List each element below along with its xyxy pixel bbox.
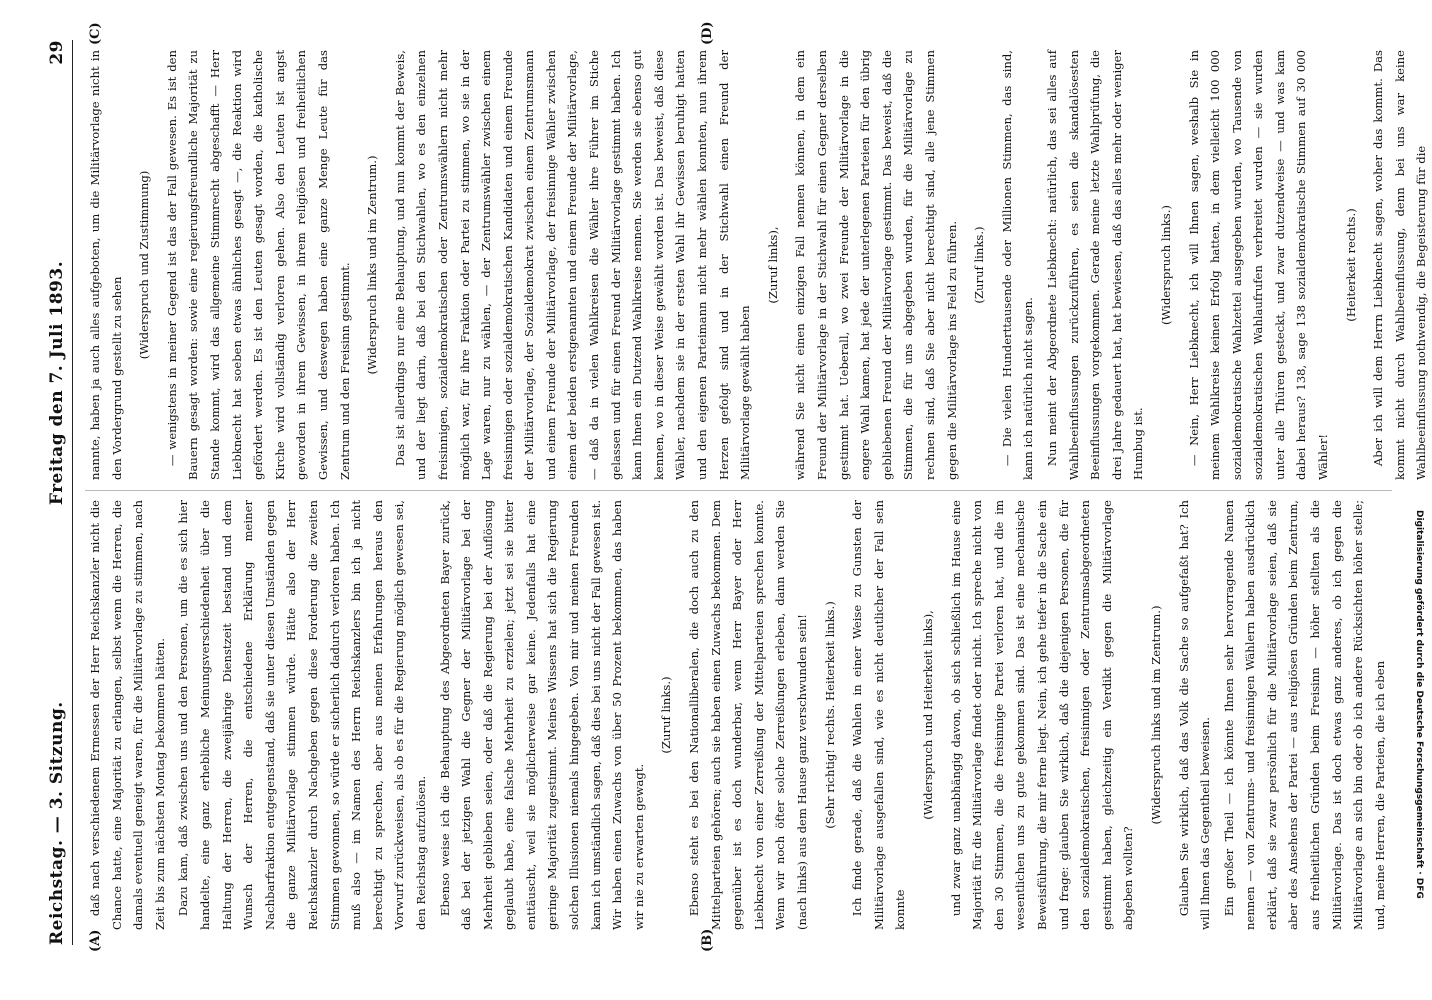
header-left: Reichstag. — 3. Sitzung. [47, 701, 67, 945]
paragraph: Das ist allerdings nur eine Behauptung, und nun kommt der Beweis, und der liegt darin, daß bei den Stichwahlen, wo es den einzelnen freisinnigen, sozialdemokratischen oder Zentrumswählern nicht mehr möglich war, für ihre Fraktion oder Partei zu stimmen, wo sie in der Lage waren, nur zu wählen, — der Zentrumswähler zwischen einem freisinnigen oder sozialdemokratischen Kandidaten und einem Freunde der Militärvorlage, der Sozialdemokrat zwischen einem Zentrumsmann und einem Freunde der Militärvorlage, der freisinnige Wähler zwischen einem der beiden erstgenannten und einem Freunde der Militärvorlage, — daß da in vielen Wahlkreisen die Wähler ihre Führer im Stiche gelassen und für einen Freund der Militärvorlage gestimmt haben. Ich kann Ihnen ein Dutzend Wahlkreise nennen. Sie werden sie ebenso gut kennen, wo in dieser Weise gewählt worden ist. Das beweist, daß diese Wähler, nachdem sie in der ersten Wahl ihr Gewissen beruhigt hatten und den eigenen Parteimann nicht mehr wählen konnten, nun ihrem Herzen gefolgt sind und in der Stichwahl einen Freund der Militärvorlage gewählt haben [392, 50, 753, 480]
marker-b: (B) [700, 928, 715, 952]
paragraph: daß nach verschiedenem Ermessen der Herr Reichskanzler nicht die Chance hatte, eine Majorität zu erlangen, selbst wenn die Herren, die damals eventuell geneigt waren, für die Militärvorlage zu stimmen, nach Zeit bis zum nächsten Montag bekommen hätten. [88, 500, 167, 930]
paragraph: nannte, haben ja auch alles aufgeboten, um die Militärvorlage nicht in den Vordergrund gestellt zu sehen [88, 50, 124, 480]
header-right: Freitag den 7. Juli 1893. [47, 260, 67, 506]
interjection: (Widerspruch und Zustimmung) [137, 170, 152, 360]
right-column [85, 50, 1429, 480]
interjection: (Zuruf links), [765, 226, 780, 304]
column-divider [85, 490, 1392, 491]
paragraph: Ich finde gerade, daß die Wahlen in einer Weise zu Gunsten der Militärvorlage ausgefallen sind, wie es nicht deutlicher der Fall sein konnte [850, 500, 908, 930]
interjection: (Zuruf links.) [972, 226, 987, 304]
interjection: (Widerspruch und Heiterkeit links), [920, 610, 935, 820]
funding-note [1412, 510, 1426, 950]
page-number: 29 [47, 40, 67, 65]
funding-note-text: Digitalisierung gefördert durch die Deutsche Forschungsgemeinschaft · DFG [1414, 510, 1424, 899]
interjection: (Widerspruch links.) [1158, 205, 1173, 325]
interjection: (Zuruf links.) [659, 676, 674, 754]
interjection: (Sehr richtig! rechts. Heiterkeit links.) [822, 601, 837, 829]
paragraph: — wenigstens in meiner Gegend ist das der Fall gewesen. Es ist den Bauern gesagt worden: sowie eine regierungsfreundliche Majorität zu Stande kommt, wird das allgemeine Stimmrecht abgeschafft — Herr Liebknecht hat soeben etwas ähnliches gesagt —, die Reaktion wird gefördert werden. Es ist den Leuten gesagt worden, die katholische Kirche wird vollständig verloren gehen. Also den Leuten ist angst geworden in ihrem Gewissen, in ihrem religiösen und freiheitlichen Gewissen, und deswegen haben eine ganze Menge Leute für das Zentrum und den Freisinn gestimmt. [164, 50, 352, 480]
paragraph: Ein großer Theil — ich könnte Ihnen sehr hervorragende Namen nennen — von Zentrums- und freisinnigen Wählern haben ausdrücklich erklärt, daß sie zwar persönlich für die Militärvorlage seien, daß sie aber des Ansehens der Partei — aus religiösen Gründen beim Zentrum, aus freiheitlichen Gründen beim Freisinn — höher stellten als die Militärvorlage. Das ist doch etwas ganz anderes, ob ich gegen die Militärvorlage an sich bin oder ob ich andere Rücksichten höher stelle; und, meine Herren, die Parteien, die ich eben [1221, 500, 1387, 930]
paragraph: Nun meint der Abgeordnete Liebknecht: natürlich, das sei alles auf Wahlbeeinflussungen zurückzuführen, es seien die skandalösesten Beeinflussungen vorgekommen. Gerade meine letzte Wahlprüfung, die drei Jahre gedauert hat, hat bewiesen, daß das alles mehr oder weniger Humbug ist. [1044, 50, 1146, 480]
paragraph: und zwar ganz unabhängig davon, ob sich schließlich im Hause eine Majorität für die Militärvorlage findet oder nicht. Ich spreche nicht von den 30 Stimmen, die die freisinnige Partei verloren hat, und die im wesentlichen uns zu gute gekommen sind. Das ist eine mechanische Beweisführung, die mir ferne liegt. Nein, ich gehe tiefer in die Sache ein und frage: glauben Sie wirklich, daß die diejenigen Personen, die für den sozialdemokratischen, freisinnigen oder Zentrumsabgeordneten gestimmt haben, gleichzeitig ein Verdikt gegen die Militärvorlage abgeben wollten? [948, 500, 1136, 930]
marker-d: (D) [700, 21, 715, 45]
paragraph: Glauben Sie wirklich, daß das Volk die Sache so aufgefaßt hat? Ich will Ihnen das Gegentheil beweisen. [1176, 500, 1213, 930]
paragraph: — Nein, Herr Liebknecht, ich will Ihnen sagen, weshalb Sie in meinem Wahlkreise keinen Erfolg hatten, in dem vielleicht 100 000 sozialdemokratische Wahlzettel ausgegeben wurden, wo Tausende von sozialdemokratischen Wahlaufrufen verbreitet wurden — sie wurden unter alle Thüren gesteckt, und zwar dutzendweise — und was kam dabei heraus? 138, sage 138 sozialdemokratische Stimmen auf 30 000 Wähler! [1186, 50, 1331, 480]
paragraph: — Die vielen Hunderttausende oder Millionen Stimmen, das sind, kann ich natürlich nicht sagen. [999, 50, 1036, 480]
paragraph: Dazu kam, daß zwischen uns und den Personen, um die es sich hier handelte, eine ganz erhebliche Meinungsverschiedenheit über die Haltung der Herren, die zweijährige Dienstzeit bestand und dem Wunsch der Herren, die entschiedene Erklärung meiner Nachbarfraktion entgegenstand, daß sie unter diesen Umständen gegen die ganze Militärvorlage stimmen würde. Hätte also der Herr Reichskanzler durch Nachgeben gegen diese Forderung die zweiten Stimmen gewonnen, so würde er sicherlich dadurch verloren haben. Ich muß also — im Namen des Herrn Reichskanzlers bin ich ja nicht berechtigt zu sprechen, aber aus meinen Erfahrungen heraus den Vorwurf zurückweisen, als ob es für die Regierung möglich gewesen sei, den Reichstag aufzulösen. [176, 500, 428, 930]
interjection: (Widerspruch links und im Zentrum.) [1148, 605, 1163, 825]
paragraph: Ebenso weise ich die Behauptung des Abgeordneten Bayer zurück, daß bei der jetzigen Wahl die Gegner der Militärvorlage bei der Mehrheit geblieben seien, oder daß die Regierung bei der Auflösung geglaubt habe, eine falsche Mehrheit zu erzielen; jetzt sei sie bitter enttäuscht, weil sie möglicherweise gar keine. Jedenfalls hat eine geringe Majorität zugestimmt. Meines Wissens hat sich die Regierung solchen Illusionen niemals hingegeben. Von mir und meinen Freunden kann ich umständlich sagen, daß dies bei uns nicht der Fall gewesen ist. Wir haben einen Zuwachs von über 50 Prozent bekommen, das haben wir nie zu erwarten gewagt. [437, 500, 646, 930]
interjection: (Heiterkeit rechts.) [1343, 208, 1358, 322]
paragraph: Aber ich will dem Herrn Liebknecht sagen, woher das kommt. Das kommt nicht durch Wahlbeeinflussung, denn bei uns war keine Wahlbeeinflussung nothwendig, die Begeisterung für die [1371, 50, 1429, 480]
marker-c: (C) [88, 22, 103, 45]
interjection: (Widerspruch links und im Zentrum.) [365, 155, 380, 375]
paragraph: während Sie nicht einen einzigen Fall nennen können, in dem ein Freund der Militärvorlage in der Stichwahl für einen Gegner derselben gestimmt hat. Ueberall, wo zwei Freunde der Militärvorlage in die engere Wahl kamen, hat jede der unterlegenen Parteien für den übrig gebliebenen Freund der Militärvorlage gestimmt. Das beweist, daß die Stimmen, die für uns abgegeben wurden, für die Militärvorlage zu rechnen sind, daß Sie aber nicht berechtigt sind, alle jene Stimmen gegen die Militärvorlage ins Feld zu führen. [793, 50, 959, 480]
running-header [42, 40, 73, 945]
left-column [85, 500, 1392, 930]
paragraph: Ebenso steht es bei den Nationalliberalen, die doch auch zu den Mittelparteien gehören; auch sie haben einen Zuwachs bekommen. Dem gegenüber ist es doch wunderbar, wenn Herr Bayer oder Herr Liebknecht von einer Zerreißung der Mittelparteien sprechen konnte. Wenn wir noch öfter solche Zerreißungen erleben, dann werden Sie (nach links) aus dem Hause ganz verschwunden sein! [687, 500, 809, 930]
marker-a: (A) [88, 929, 103, 952]
